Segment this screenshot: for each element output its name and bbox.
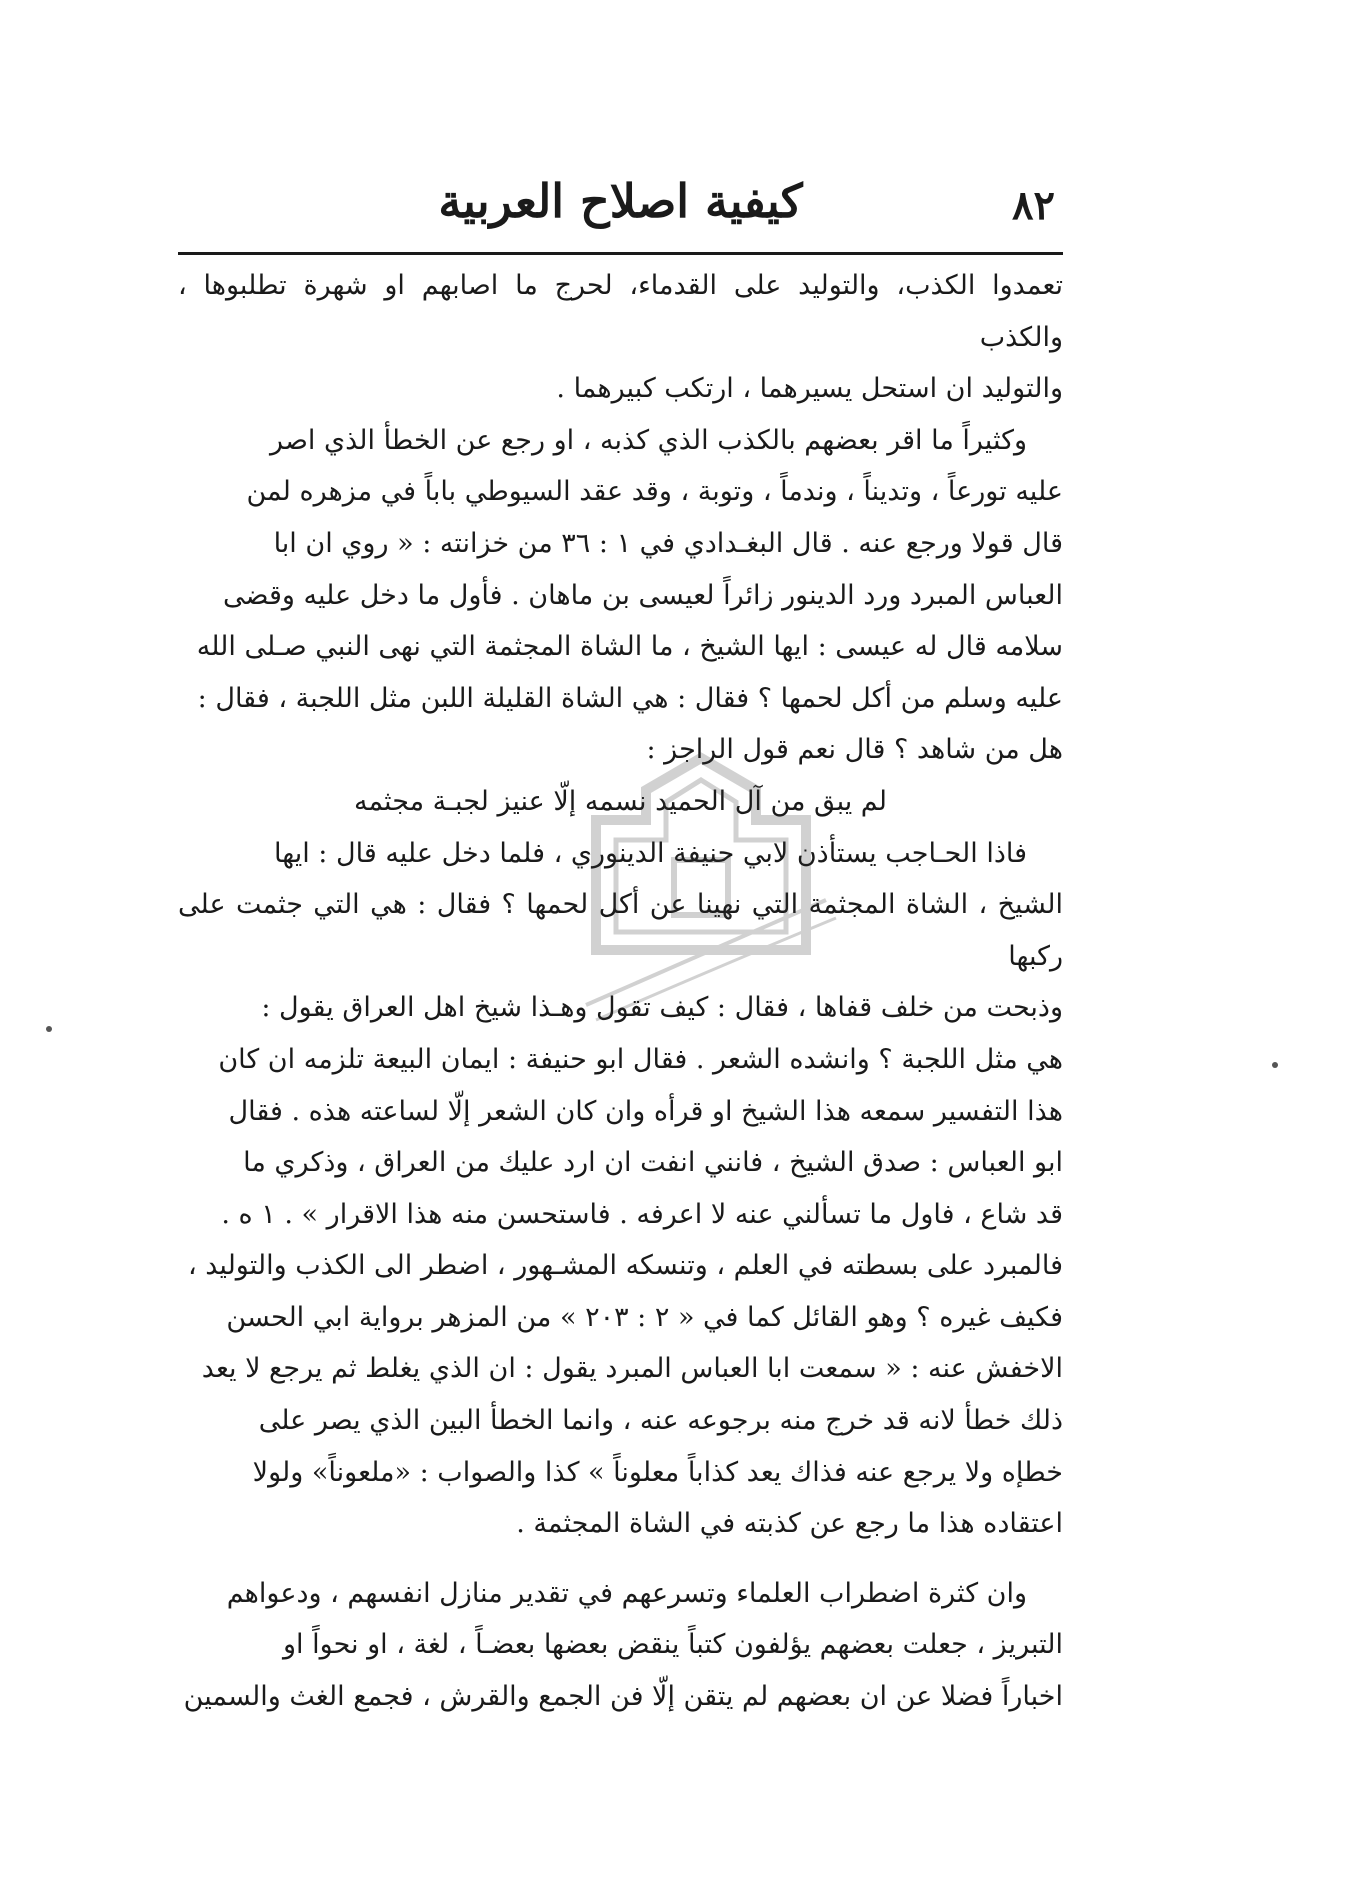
text-line: الاخفش عنه : « سمعت ابا العباس المبرد يقول : ان الذي يغلط ثم يرجع لا يعد xyxy=(201,1353,1063,1385)
page-body xyxy=(178,260,1063,1723)
text-line: وكثيراً ما اقر بعضهم بالكذب الذي كذبه ، او رجع عن الخطأ الذي اصر xyxy=(270,424,1027,456)
text-line: وذبحت من خلف قفاها ، فقال : كيف تقول وهـذا شيخ اهل العراق يقول : xyxy=(261,992,1063,1024)
text-line: ذلك خطأ لانه قد خرج منه برجوعه عنه ، وانما الخطأ البين الذي يصر على xyxy=(258,1405,1063,1437)
text-line: اعتقاده هذا ما رجع عن كذبته في الشاة المجثمة . xyxy=(516,1508,1063,1540)
text-line: الشيخ ، الشاة المجثمة التي نهينا عن أكل لحمها ؟ فقال : هي التي جثمت على ركبها xyxy=(178,889,1063,972)
page-header xyxy=(178,160,1063,248)
running-title: كيفية اصلاح العربية xyxy=(438,174,803,228)
text-line: فاذا الحـاجب يستأذن لابي حنيفة الدينوري ، فلما دخل عليه قال : ايها xyxy=(274,837,1027,869)
text-line: التبريز ، جعلت بعضهم يؤلفون كتباً ينقض بعضها بعضـاً ، لغة ، او نحواً او xyxy=(283,1629,1063,1661)
book-page xyxy=(178,160,1063,1820)
text-line: قد شاع ، فاول ما تسألني عنه لا اعرفه . فاستحسن منه هذا الاقرار » . ١ ه . xyxy=(221,1198,1063,1230)
text-line: فكيف غيره ؟ وهو القائل كما في « ٢ : ٢٠٣ » من المزهر برواية ابي الحسن xyxy=(226,1301,1063,1333)
text-line: والتوليد ان استحل يسيرهما ، ارتكب كبيرهما . xyxy=(556,373,1063,405)
text-line: ابو العباس : صدق الشيخ ، فانني انفت ان ارد عليك من العراق ، وذكري ما xyxy=(243,1147,1063,1179)
text-line: هي مثل اللجبة ؟ وانشده الشعر . فقال ابو حنيفة : ايمان البيعة تلزمه ان كان xyxy=(218,1043,1063,1075)
text-line: اخباراً فضلا عن ان بعضهم لم يتقن إلّا فن الجمع والقرش ، فجمع الغث والسمين xyxy=(183,1681,1063,1713)
text-line: خطإه ولا يرجع عنه فذاك يعد كذاباً معلوناً » كذا والصواب : «ملعوناً» ولولا xyxy=(252,1456,1063,1488)
verse-line: لم يبق من آل الحميد نسمه إلّا عنيز لجبـة مجثمه xyxy=(353,785,888,817)
text-line: فالمبرد على بسطته في العلم ، وتنسكه المشـهور ، اضطر الى الكذب والتوليد ، xyxy=(187,1250,1063,1282)
text-line: هذا التفسير سمعه هذا الشيخ او قرأه وان كان الشعر إلّا لساعته هذه . فقال xyxy=(228,1095,1063,1127)
scan-speck xyxy=(46,1026,52,1032)
text-line: سلامه قال له عيسى : ايها الشيخ ، ما الشاة المجثمة التي نهى النبي صـلى الله xyxy=(196,631,1063,663)
text-line: قال قولا ورجع عنه . قال البغـدادي في ١ : ٣٦ من خزانته : « روي ان ابا xyxy=(273,527,1063,559)
page-number: ٨٢ xyxy=(1012,182,1055,229)
text-line: وان كثرة اضطراب العلماء وتسرعهم في تقدير منازل انفسهم ، ودعواهم xyxy=(226,1577,1027,1609)
header-rule xyxy=(178,252,1063,255)
text-line: هل من شاهد ؟ قال نعم قول الراجز : xyxy=(646,734,1063,766)
text-line: عليه تورعاً ، وتديناً ، وندماً ، وتوبة ، وقد عقد السيوطي باباً في مزهره لمن xyxy=(246,476,1063,508)
text-line: العباس المبرد ورد الدينور زائراً لعيسى بن ماهان . فأول ما دخل عليه وقضى xyxy=(223,579,1063,611)
scan-speck xyxy=(1272,1062,1278,1068)
text-line: عليه وسلم من أكل لحمها ؟ فقال : هي الشاة القليلة اللبن مثل اللجبة ، فقال : xyxy=(197,682,1063,714)
text-line: تعمدوا الكذب، والتوليد على القدماء، لحرج ما اصابهم او شهرة تطلبوها ، والكذب xyxy=(178,270,1063,353)
